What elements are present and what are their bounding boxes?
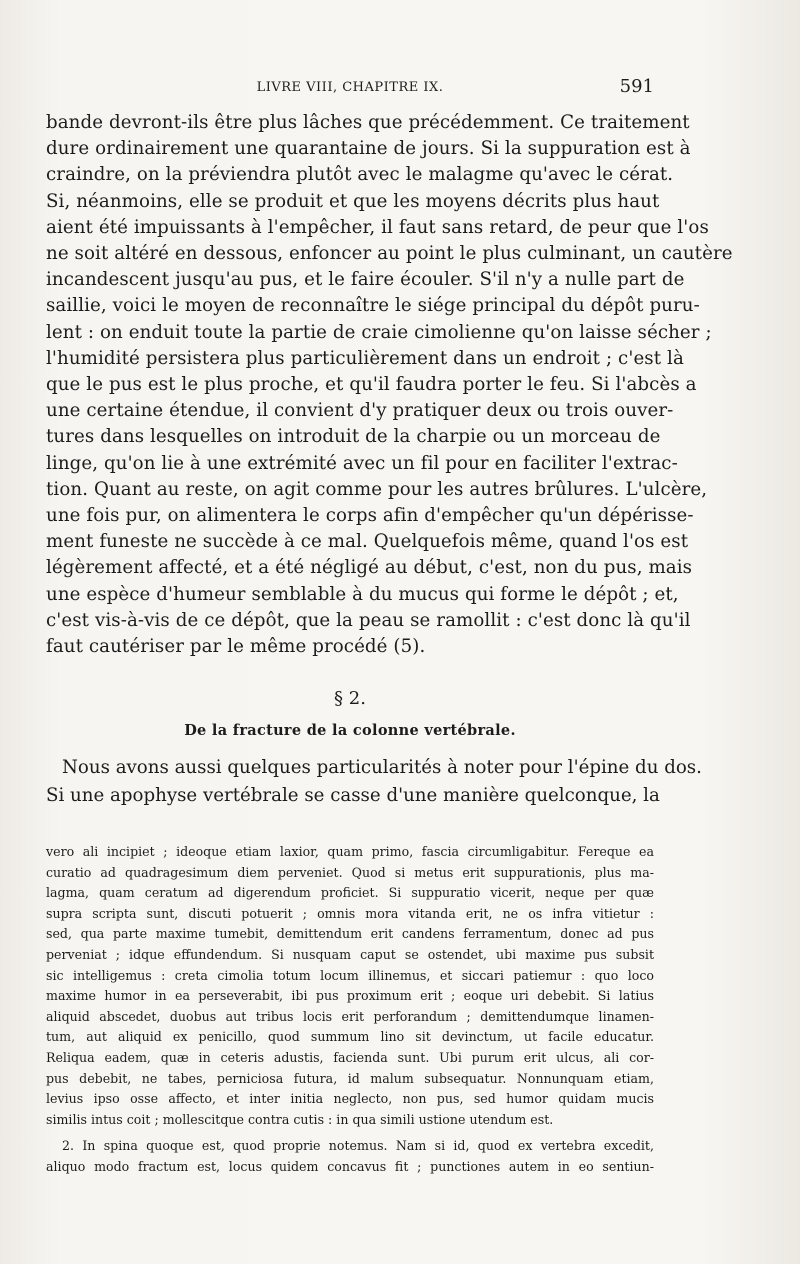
footnote-line: levius ipso osse affecto, et inter initia neglecto, non pus, sed humor quidam mucis: [46, 1091, 654, 1107]
running-head: LIVRE VIII, CHAPITRE IX.: [256, 80, 444, 95]
text-line: Si une apophyse vertébrale se casse d'une manière quelconque, la: [46, 785, 660, 806]
text-line: tures dans lesquelles on introduit de la charpie ou un morceau de: [46, 426, 661, 448]
text-line: incandescent jusqu'au pus, et le faire écouler. S'il n'y a nulle part de: [46, 269, 685, 291]
footnote-line: aliquo modo fractum est, locus quidem concavus fit ; punctiones autem in eo sentiun-: [46, 1158, 654, 1174]
footnote-line: similis intus coit ; mollescitque contra cutis : in qua simili ustione utendum est.: [46, 1111, 554, 1127]
text-line: ne soit altéré en dessous, enfoncer au point le plus culminant, un cautère: [46, 243, 733, 265]
footnote-line: tum, aut aliquid ex penicillo, quod summum lino sit devinctum, ut facile educatur.: [46, 1029, 654, 1045]
text-line: craindre, on la préviendra plutôt avec le malagme qu'avec le cérat.: [46, 164, 674, 186]
text-line: aient été impuissants à l'empêcher, il faut sans retard, de peur que l'os: [46, 216, 709, 238]
text-line: tion. Quant au reste, on agit comme pour les autres brûlures. L'ulcère,: [46, 478, 708, 500]
footnote-line: Reliqua eadem, quæ in ceteris adustis, facienda sunt. Ubi purum erit ulcus, ali cor-: [46, 1049, 654, 1065]
text-line: c'est vis-à-vis de ce dépôt, que la peau se ramollit : c'est donc là qu'il: [46, 609, 691, 631]
footnote-line: sic intelligemus : creta cimolia totum locum illinemus, et siccari patiemur : quo loco: [46, 967, 654, 983]
footnote-line: supra scripta sunt, discuti potuerit ; omnis mora vitanda erit, ne os infra vitietur :: [46, 905, 654, 921]
text-line: une certaine étendue, il convient d'y pratiquer deux ou trois ouver-: [46, 400, 674, 422]
footnote-line: lagma, quam ceratum ad digerendum proficiet. Si suppuratio vicerit, neque per quæ: [46, 885, 654, 901]
footnote-line: perveniat ; idque effundendum. Si nusquam caput se ostendet, ubi maxime pus subsit: [46, 946, 654, 962]
text-line: dure ordinairement une quarantaine de jours. Si la suppuration est à: [46, 138, 691, 160]
footnote-line: 2. In spina quoque est, quod proprie notemus. Nam si id, quod ex vertebra excedit,: [62, 1138, 654, 1154]
text-line: linge, qu'on lie à une extrémité avec un fil pour en faciliter l'extrac-: [46, 452, 678, 474]
footnote-line: sed, qua parte maxime tumebit, demittendum erit candens ferramentum, donec ad pus: [46, 926, 654, 942]
footnotes: [46, 842, 654, 1178]
text-line: une fois pur, on alimentera le corps afin d'empêcher qu'un dépérisse-: [46, 505, 694, 527]
footnote-line: curatio ad quadragesimum diem perveniet. Quod si metus erit suppurationis, plus ma-: [46, 864, 654, 880]
main-text-continued: [46, 754, 702, 810]
page-number: 591: [619, 76, 654, 97]
footnote-line: vero ali incipiet ; ideoque etiam laxior, quam primo, fascia circumligabitur. Fereque ea: [46, 844, 654, 859]
text-line: que le pus est le plus proche, et qu'il faudra porter le feu. Si l'abcès a: [46, 374, 697, 396]
main-text: [46, 110, 733, 660]
text-line: bande devront-ils être plus lâches que précédemment. Ce traitement: [46, 112, 690, 133]
text-line: saillie, voici le moyen de reconnaître le siége principal du dépôt puru-: [46, 295, 700, 317]
page-header: [46, 76, 654, 102]
text-line: Nous avons aussi quelques particularités à noter pour l'épine du dos.: [62, 757, 702, 778]
text-line: Si, néanmoins, elle se produit et que les moyens décrits plus haut: [46, 190, 660, 212]
text-line: l'humidité persistera plus particulièrement dans un endroit ; c'est là: [46, 347, 684, 369]
section-number: § 2.: [334, 688, 366, 709]
text-line: lent : on enduit toute la partie de craie cimolienne qu'on laisse sécher ;: [46, 321, 712, 343]
footnote-line: pus debebit, ne tabes, perniciosa futura, id malum subsequatur. Nonnunquam etiam,: [46, 1070, 654, 1086]
text-line: ment funeste ne succède à ce mal. Quelquefois même, quand l'os est: [46, 531, 689, 553]
footnote-line: aliquid abscedet, duobus aut tribus locis erit perforandum ; demittendumque linamen-: [46, 1008, 654, 1024]
section-title: De la fracture de la colonne vertébrale.: [184, 722, 516, 739]
text-line: une espèce d'humeur semblable à du mucus qui forme le dépôt ; et,: [46, 583, 679, 605]
footnote-line: maxime humor in ea perseverabit, ibi pus proximum erit ; eoque uri debebit. Si latius: [46, 988, 654, 1004]
text-line: faut cautériser par le même procédé (5).: [46, 636, 426, 658]
text-line: légèrement affecté, et a été négligé au début, c'est, non du pus, mais: [46, 557, 693, 579]
